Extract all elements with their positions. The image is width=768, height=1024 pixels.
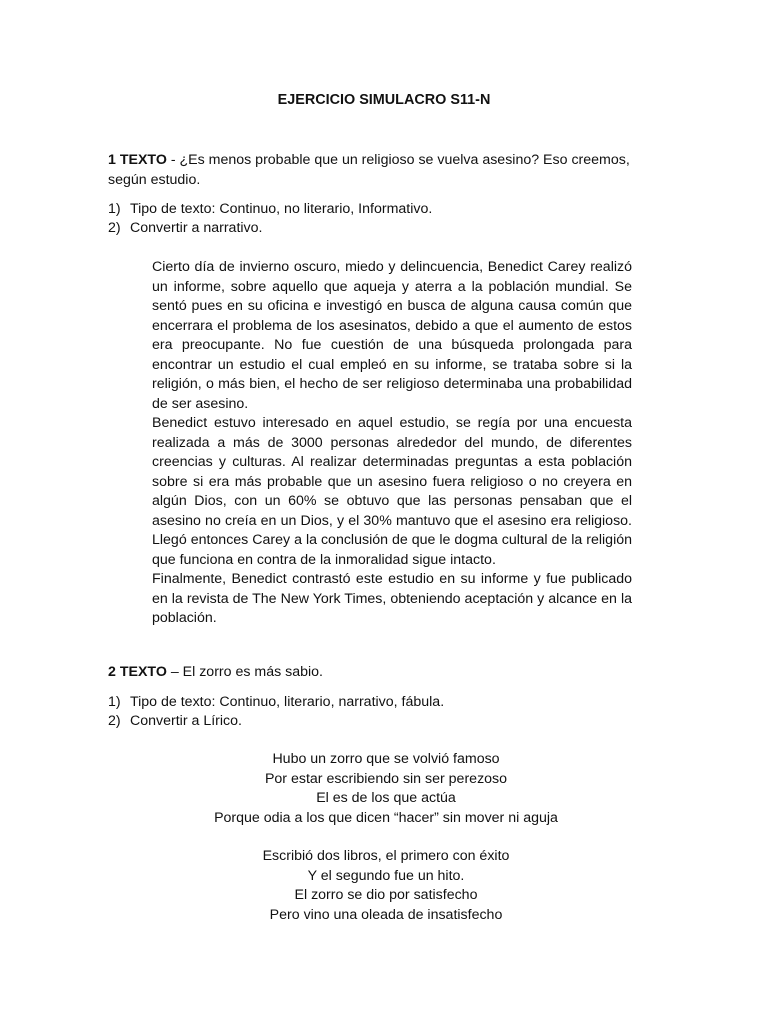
section-1-label: 1 TEXTO [108, 152, 167, 168]
list-item-text: Tipo de texto: Continuo, no literario, Informativo. [130, 201, 433, 217]
list-item [108, 712, 664, 731]
section-1-list [108, 200, 664, 237]
list-item-number: 2) [108, 219, 121, 236]
poem-line: Hubo un zorro que se volvió famoso [272, 751, 500, 767]
narrative-text [152, 258, 632, 629]
list-item-number: 2) [108, 712, 121, 729]
section-2-label: 2 TEXTO [108, 664, 167, 680]
document-title: EJERCICIO SIMULACRO S11-N [277, 92, 491, 108]
list-item [108, 693, 664, 712]
poem-stanza [108, 750, 664, 828]
section-2-heading [108, 663, 664, 683]
narrative-paragraph: Benedict estuvo interesado en aquel estudio, se regía por una encuesta realizada a más de 3000 personas alrededor del mundo, de diferentes creencias y culturas. Al realizar determinadas preguntas a esta población sobre si era más probable que un asesino fuera religioso o no creyera en algún Dios, con un 60% se obtuvo que las personas pensaban que el asesino no creía en un Dios, y el 30% mantuvo que el asesino era religioso. Llegó entonces Carey a la conclusión de que le dogma cultural de la religión que funciona en contra de la inmoralidad sigue intacto. [152, 415, 632, 568]
poem-stanza [108, 847, 664, 925]
section-1-subtitle: - ¿Es menos probable que un religioso se vuelva asesino? Eso creemos, según estudio. [108, 152, 630, 188]
narrative-paragraph: Cierto día de invierno oscuro, miedo y delincuencia, Benedict Carey realizó un informe, sobre aquello que aqueja y aterra a la población mundial. Se sentó pues en su oficina e investigó en busca de alguna causa común que encerrara el problema de los asesinatos, debido a que el aumento de estos era preocupante. No fue cuestión de una búsqueda prolongada para encontrar un estudio el cual empleó en su informe, se trataba sobre si la religión, o más bien, el hecho de ser religioso determinaba una probabilidad de ser asesino. [152, 259, 632, 412]
poem-line: Escribió dos libros, el primero con éxito [262, 848, 510, 864]
poem-line: El zorro se dio por satisfecho [294, 887, 478, 903]
list-item-text: Convertir a Lírico. [130, 712, 242, 729]
poem-line: El es de los que actúa [316, 790, 456, 806]
list-item-text: Convertir a narrativo. [130, 219, 263, 236]
poem-line: Y el segundo fue un hito. [307, 867, 465, 884]
poem-line: Por estar escribiendo sin ser perezoso [264, 770, 508, 787]
list-item-number: 1) [108, 201, 121, 217]
section-2-list [108, 693, 664, 730]
section-1-heading [108, 151, 664, 190]
list-item-number: 1) [108, 694, 121, 710]
poem [108, 750, 664, 944]
poem-line: Porque odia a los que dicen “hacer” sin mover ni aguja [214, 809, 558, 826]
list-item [108, 219, 664, 238]
section-2-subtitle: – El zorro es más sabio. [166, 664, 323, 680]
poem-line: Pero vino una oleada de insatisfecho [269, 906, 503, 923]
narrative-paragraph: Finalmente, Benedict contrastó este estudio en su informe y fue publicado en la revista de The New York Times, obteniendo aceptación y alcance en la población. [152, 571, 632, 626]
list-item-text: Tipo de texto: Continuo, literario, narrativo, fábula. [130, 694, 445, 710]
list-item [108, 200, 664, 219]
